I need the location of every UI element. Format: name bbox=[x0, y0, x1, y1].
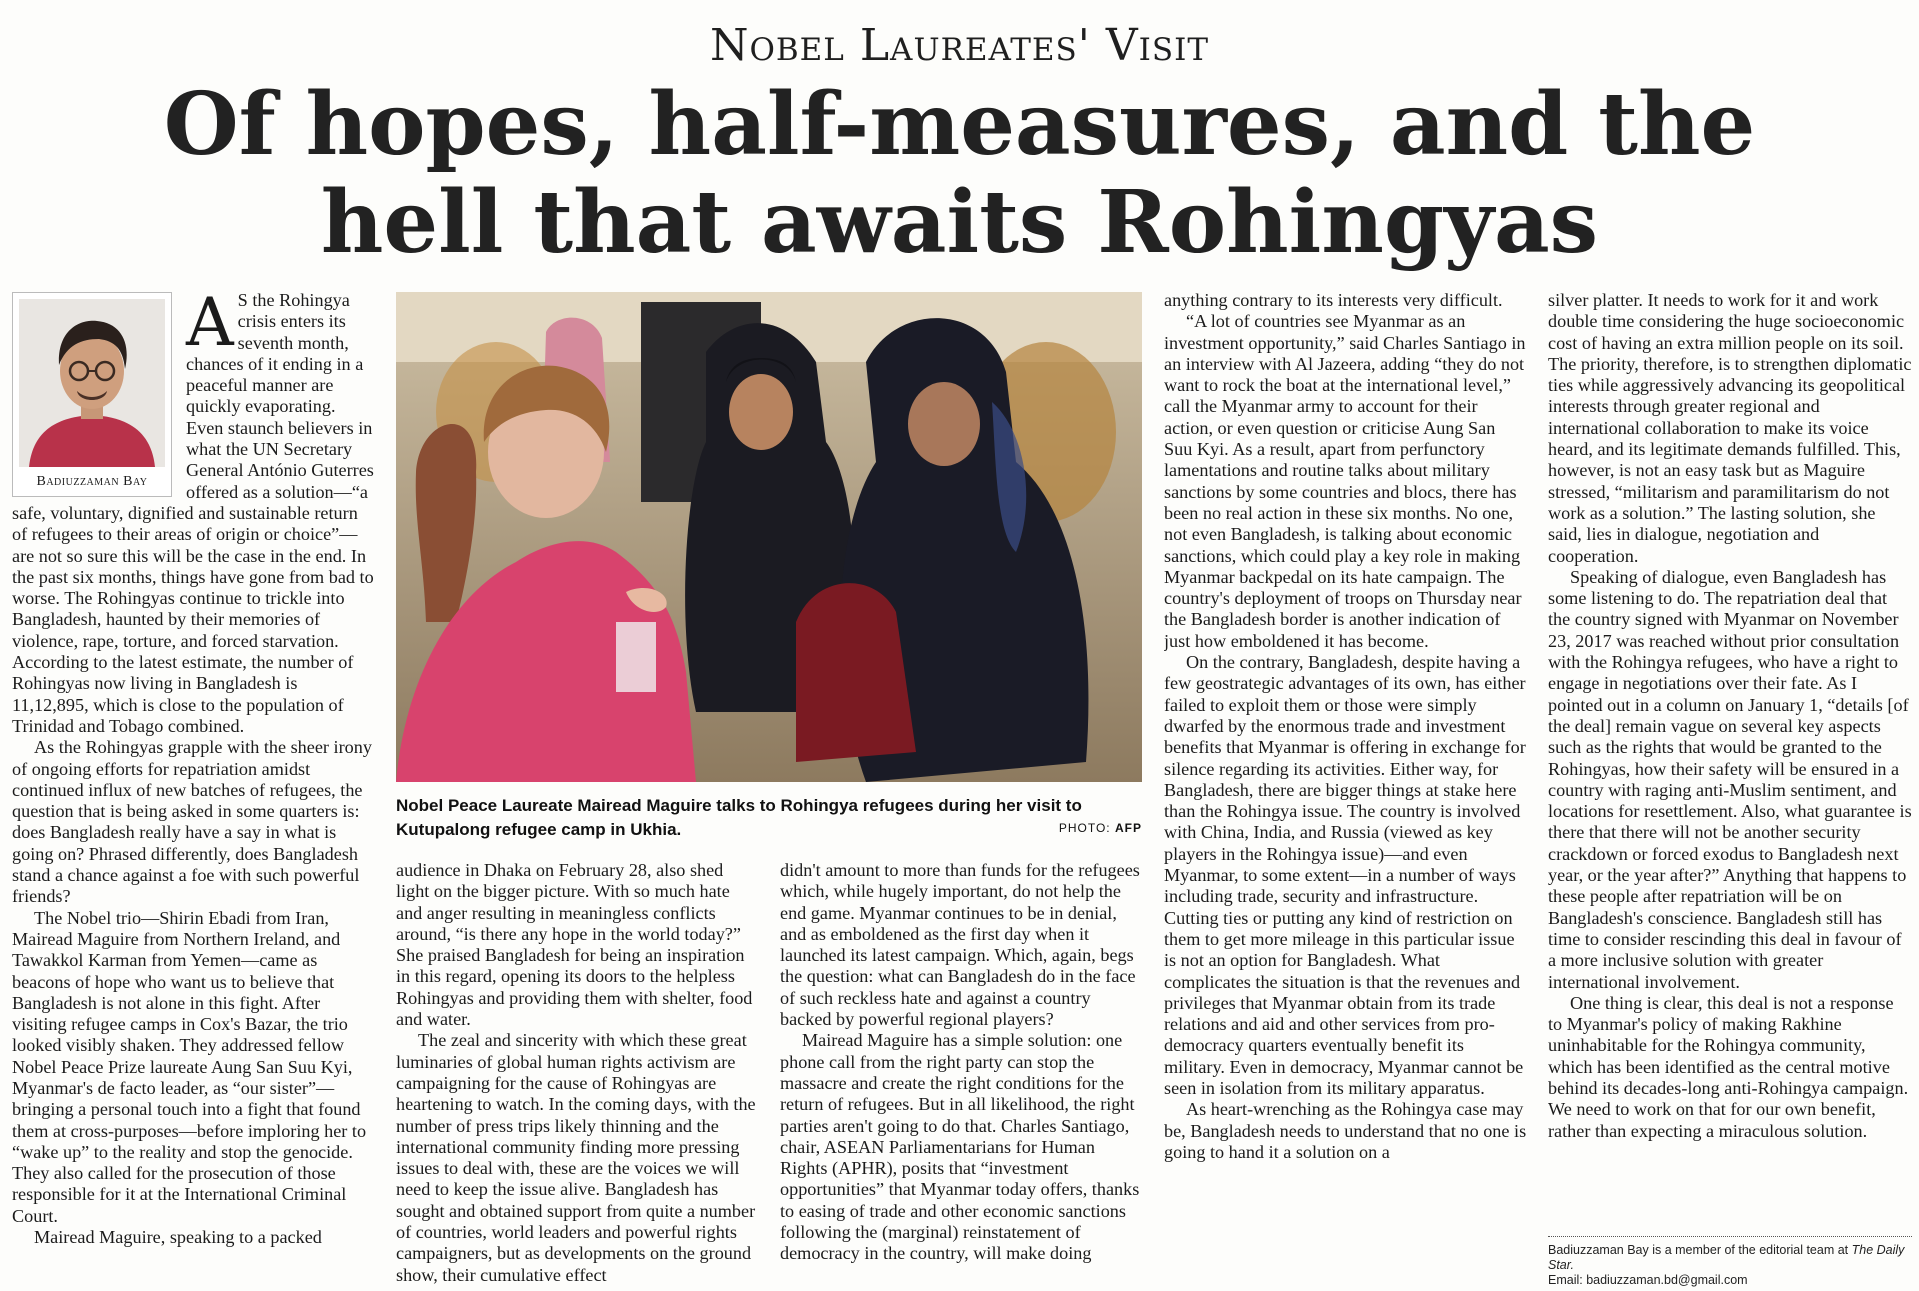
bio-paper: The Daily Star. bbox=[1548, 1243, 1905, 1272]
article-photo bbox=[396, 292, 1142, 782]
article-column-2 bbox=[396, 860, 758, 1291]
paragraph: S the Rohingya crisis enters its seventh month, chances of it ending in a peaceful manner are quickly evaporating. Even staunch believers in what the UN Secretary General António Guterres offered as a solution—“a safe, voluntary, dignified and sustainable return of refugees to their areas of origin or choice”—are not so sure this will be the case in the end. In the past six months, things have gone from bad to worse. The Rohingyas continue to trickle into Bangladesh, haunted by their memories of violence, rape, torture, and forced starvation. According to the latest estimate, the number of Rohingyas now living in Bangladesh is 11,12,895, which is close to the population of Trinidad and Tobago combined. bbox=[12, 290, 374, 736]
paragraph: One thing is clear, this deal is not a response to Myanmar's policy of making Rakhine uninhabitable for the Rohingya community, which has been identified as the central motive behind its decades-long anti-Rohingya campaign. We need to work on that for our own benefit, rather than expecting a miraculous solution. bbox=[1548, 992, 1909, 1141]
paragraph: Mairead Maguire has a simple solution: one phone call from the right party can stop the massacre and create the right conditions for the return of refugees. But in all likelihood, the right parties aren't going to do that. Charles Santiago, chair, ASEAN Parliamentarians for Human Rights (APHR), posits that “investment opportunities” that Myanmar today offers, thanks to easing of trade and other economic sanctions following the (marginal) reinstatement of democracy in the country, will make doing bbox=[780, 1030, 1140, 1264]
paragraph: As heart-wrenching as the Rohingya case may be, Bangladesh needs to understand that no one is going to hand it a solution on a bbox=[1164, 1099, 1527, 1162]
headline-line-2: hell that awaits Rohingyas bbox=[320, 172, 1599, 273]
paragraph: anything contrary to its interests very difficult. bbox=[1164, 290, 1503, 310]
credit-label: PHOTO: bbox=[1058, 821, 1111, 835]
headline-line-1: Of hopes, half-measures, and the bbox=[163, 74, 1756, 175]
paragraph: “A lot of countries see Myanmar as an investment opportunity,” said Charles Santiago in an interview with Al Jazeera, adding “they do not want to rock the boat at the international level,” call the Myanmar army to account for their action, or even question or criticise Aung San Suu Kyi. As a result, apart from perfunctory lamentations and routine talks about military sanctions by some countries and blocs, there has been no real action in these six months. No one, not even Bangladesh, is talking about economic sanctions, which could play a key role in making Myanmar backpedal on its hate campaign. The country's deployment of troops on Thursday near the Bangladesh border is another indication of just how emboldened it has become. bbox=[1164, 311, 1526, 651]
paragraph: Mairead Maguire, speaking to a packed bbox=[34, 1227, 322, 1248]
paragraph: The Nobel trio—Shirin Ebadi from Iran, Mairead Maguire from Northern Ireland, and Tawakkol Karman from Yemen—came as beacons of hope who want us to believe that Bangladesh is not alone in this fight. After visiting refugee camps in Cox's Bazar, the trio looked visibly shaken. They addressed fellow Nobel Peace Prize laureate Aung San Suu Kyi, Myanmar's de facto leader, as “our sister”—bringing a personal touch into a fight that found them at cross-purposes—before imploring her to “wake up” to the reality and stop the genocide. They also called for the prosecution of those responsible for it at the International Criminal Court. bbox=[12, 907, 367, 1226]
author-portrait-image bbox=[19, 299, 165, 467]
paragraph: didn't amount to more than funds for the refugees which, while hugely important, do not help the end game. Myanmar continues to be in denial, and as emboldened as the first day when it launched its latest campaign. Which, again, begs the question: what can Bangladesh do in the face of such reckless hate and against a country backed by powerful regional players? bbox=[780, 860, 1140, 1030]
drop-cap: A bbox=[186, 290, 234, 361]
article-column-3 bbox=[780, 860, 1142, 1291]
paragraph: audience in Dhaka on February 28, also shed light on the bigger picture. With so much hate and anger resulting in meaningless conflicts around, “is there any hope in the world today?” She praised Bangladesh for being an inspiration in this regard, opening its doors to the helpless Rohingyas and providing them with shelter, food and water. bbox=[396, 860, 753, 1030]
author-name: Badiuzzaman Bay bbox=[36, 474, 148, 489]
bio-text: Badiuzzaman Bay is a member of the editorial team at bbox=[1548, 1243, 1849, 1257]
kicker: Nobel Laureates' Visit bbox=[709, 20, 1210, 71]
photo-caption bbox=[396, 794, 1142, 842]
bio-email: Email: badiuzzaman.bd@gmail.com bbox=[1548, 1273, 1748, 1287]
headline bbox=[0, 76, 1919, 272]
article-column-5 bbox=[1548, 290, 1912, 1220]
article-column-1 bbox=[12, 290, 374, 1290]
article-column-4 bbox=[1164, 290, 1528, 1290]
caption-text: Nobel Peace Laureate Mairead Maguire talks to Rohingya refugees during her visit to Kutupalong refugee camp in Ukhia. bbox=[396, 796, 1082, 839]
paragraph: On the contrary, Bangladesh, despite having a few geostrategic advantages of its own, has either failed to exploit them or those were simply dwarfed by the enormous trade and investment benefits that Myanmar is offering in exchange for silence regarding its activities. Either way, for Bangladesh, there are bigger things at stake here than the Rohingya issue. The country is involved with China, India, and Russia (viewed as key players in the Rohingya issue)—and even Myanmar, to some extent—in a number of ways including trade, security and infrastructure. Cutting ties or putting any kind of restriction on them to get more mileage in this particular issue is not an option for Bangladesh. What complicates the situation is that the revenues and privileges that Myanmar obtain from its trade relations and aid and other services from pro-democracy quarters eventually benefit its military. Even in democracy, Myanmar cannot be seen in isolation from its military apparatus. bbox=[1164, 652, 1526, 1098]
credit-source: AFP bbox=[1115, 821, 1142, 835]
author-photo bbox=[12, 292, 172, 497]
author-bio bbox=[1548, 1236, 1912, 1288]
paragraph: silver platter. It needs to work for it and work double time considering the huge socioeconomic cost of having an extra million people on its soil. The priority, therefore, is to strengthen diplomatic ties while aggressively advancing its geopolitical interests through greater regional and international collaboration to make its voice heard, and its legitimate demands fulfilled. This, however, is not an easy task but as Maguire stressed, “militarism and paramilitarism do not work as a solution.” The lasting solution, she said, lies in dialogue, negotiation and cooperation. bbox=[1548, 290, 1912, 566]
photo-credit bbox=[1059, 816, 1142, 840]
paragraph: As the Rohingyas grapple with the sheer irony of ongoing efforts for repatriation amidst continued influx of new batches of refugees, the question that is being asked in some quarters is: does Bangladesh really have a say in what is going on? Phrased differently, does Bangladesh stand a chance against a foe with such powerful friends? bbox=[12, 737, 372, 907]
paragraph: The zeal and sincerity with which these great luminaries of global human rights activism are campaigning for the cause of Rohingyas are heartening to watch. In the coming days, with the number of press trips likely thinning and the international community finding more pressing issues to deal with, these are the voices we will need to keep the issue alive. Bangladesh has sought and obtained support from quite a number of countries, world leaders and powerful rights campaigners, but as developments on the ground show, their cumulative effect bbox=[396, 1030, 756, 1285]
paragraph: Speaking of dialogue, even Bangladesh has some listening to do. The repatriation deal that the country signed with Myanmar on November 23, 2017 was reached without prior consultation with the Rohingya refugees, who have a right to engage in negotiations over their fate. As I pointed out in a column on January 1, “details [of the deal] remain vague on several key aspects such as the rights that would be granted to the Rohingyas, how their safety will be ensured in a country with raging anti-Muslim sentiment, and locations for resettlement. Also, what guarantee is there that there will not be another security crackdown or forced exodus to Bangladesh next year, or the year after?” Anything that happens to these people after repatriation will be on Bangladesh's conscience. Bangladesh still has time to consider rescinding this deal in favour of a more inclusive solution with greater international involvement. bbox=[1548, 566, 1912, 992]
